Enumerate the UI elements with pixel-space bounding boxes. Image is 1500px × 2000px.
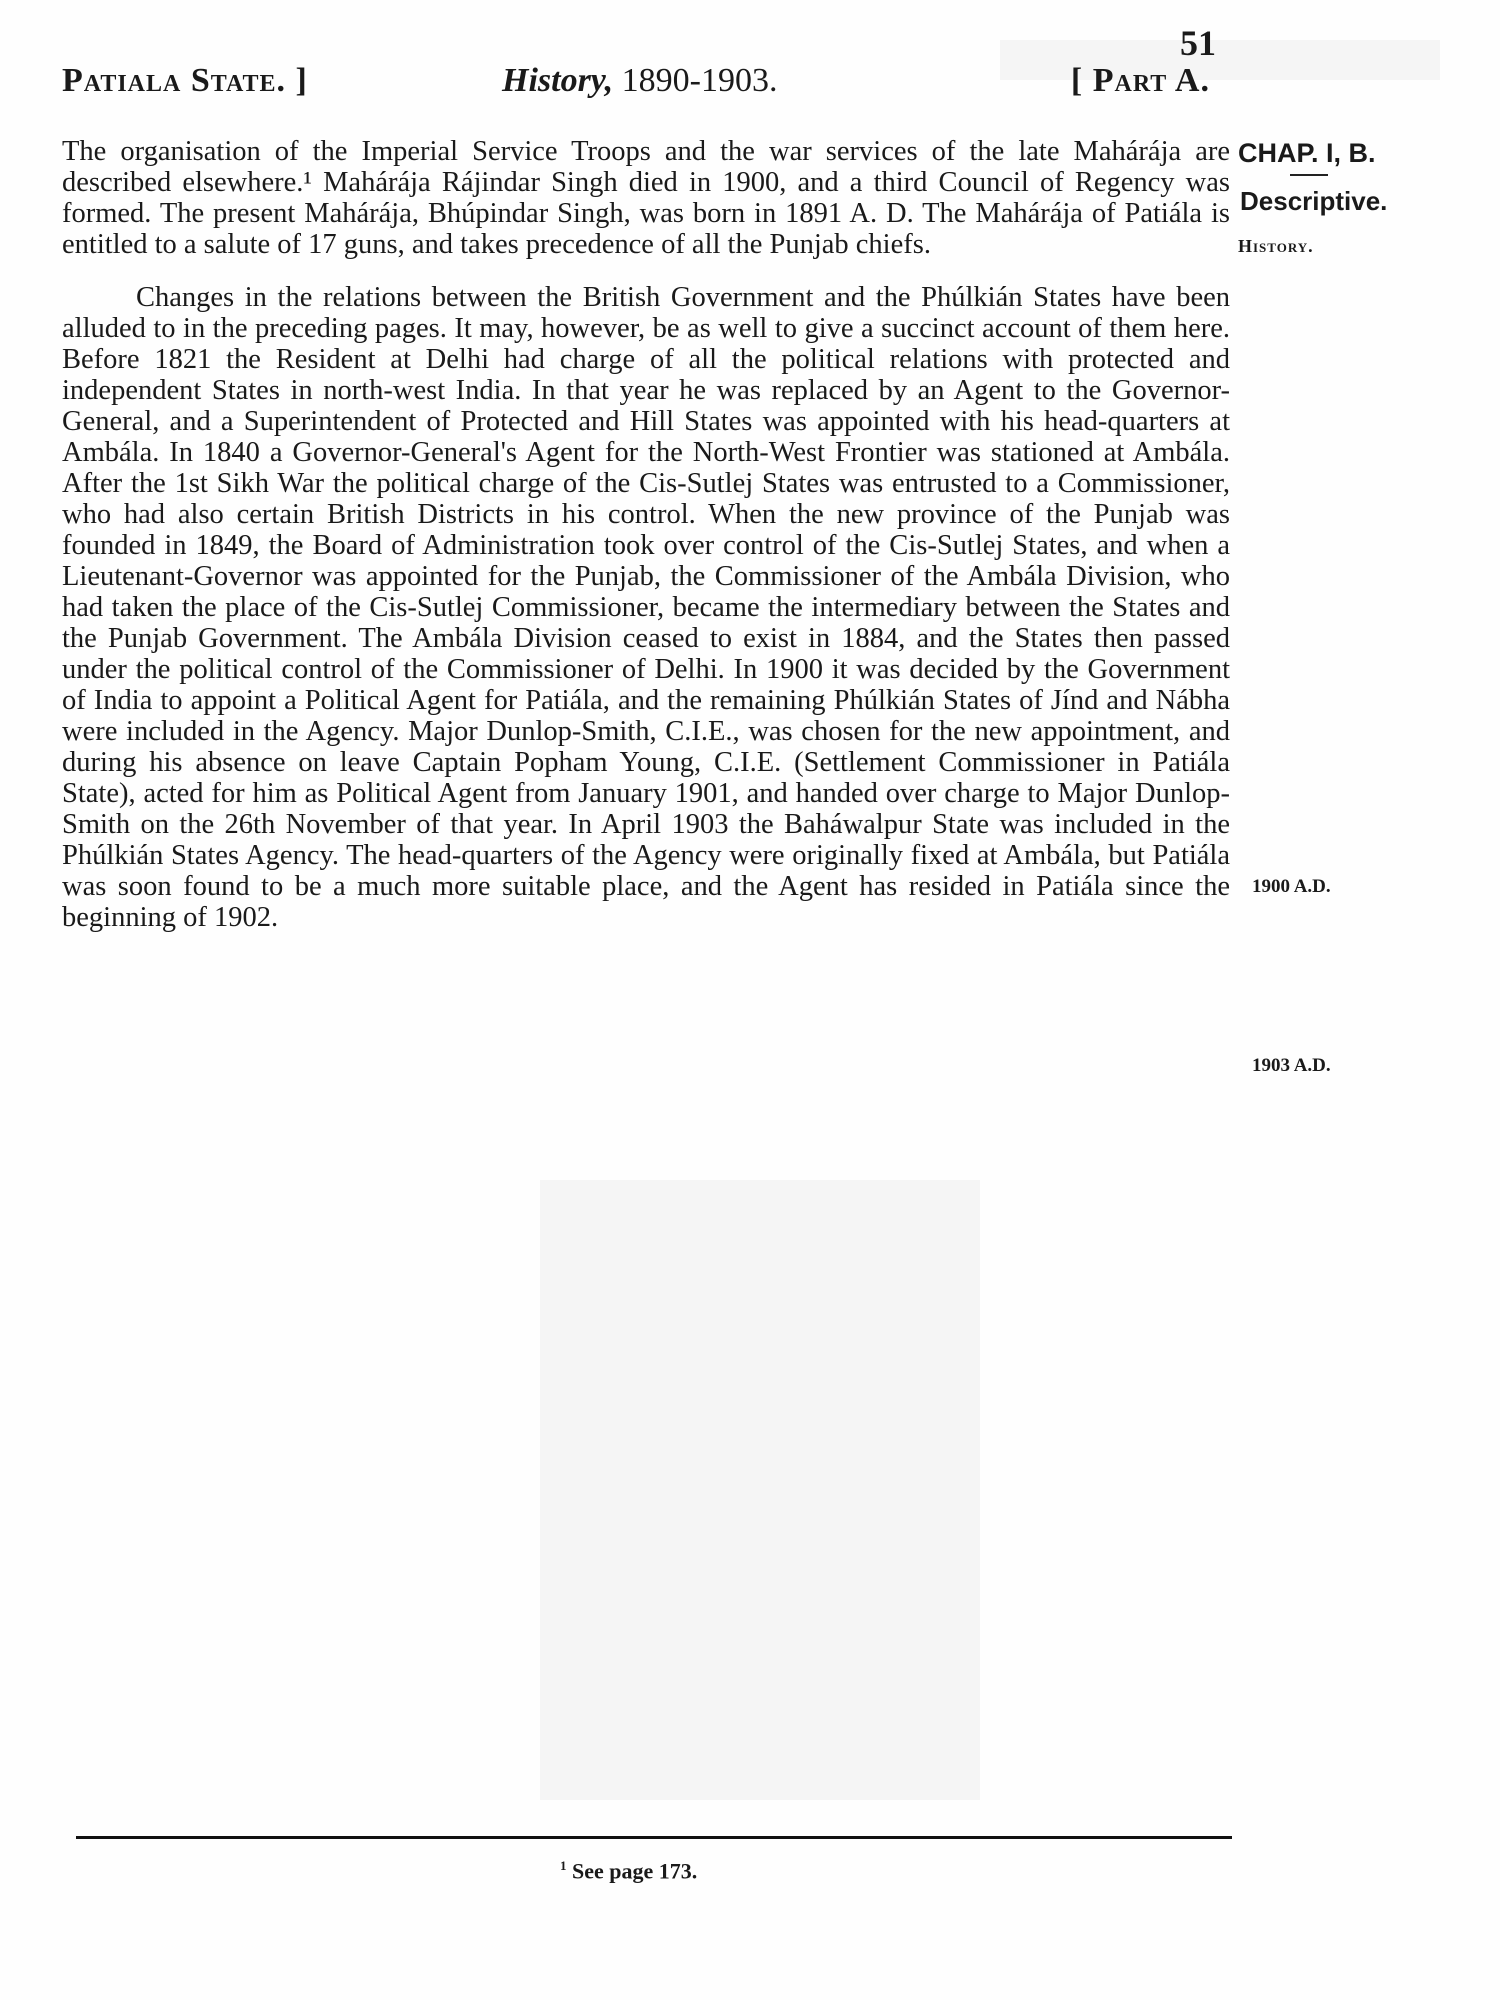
body-text	[62, 136, 1230, 933]
footnote-marker: 1	[560, 1858, 567, 1873]
running-header	[62, 62, 1210, 112]
footnote	[560, 1858, 697, 1884]
margin-chapter: CHAP. I, B.	[1238, 138, 1376, 168]
header-state: Patiala State. ]	[62, 62, 308, 99]
paragraph-1: The organisation of the Imperial Service Troops and the war services of the late Mahárája are described elsewhere.¹ Mahárája Rájindar Singh died in 1900, and a third Council of Regency was formed. The present Mahárája, Bhúpindar Singh, was born in 1891 A. D. The Mahárája of Patiála is entitled to a salute of 17 guns, and takes precedence of all the Punjab chiefs.	[62, 136, 1230, 260]
page-number: 51	[1180, 23, 1216, 63]
margin-note-1900: 1900 A.D.	[1252, 876, 1331, 897]
bleed-through-shade	[540, 1180, 980, 1800]
header-title	[502, 62, 777, 100]
header-title-years: 1890-1903.	[613, 62, 778, 99]
footnote-text: See page 173.	[566, 1858, 698, 1884]
header-title-italic: History,	[502, 62, 614, 99]
margin-subsection: History.	[1238, 236, 1314, 256]
margin-section: Descriptive.	[1240, 186, 1388, 216]
paragraph-2: Changes in the relations between the British Government and the Phúlkián States have been alluded to in the preceding pages. It may, however, be as well to give a succinct account of them here. Before 1821 the Resident at Delhi had charge of all the political relations with protected and independent States in north-west India. In that year he was replaced by an Agent to the Governor-General, and a Superintendent of Protected and Hill States was appointed with his head-quarters at Ambála. In 1840 a Governor-General's Agent for the North-West Frontier was stationed at Ambála. After the 1st Sikh War the political charge of the Cis-Sutlej States was entrusted to a Commissioner, who had also certain British Districts in his control. When the new province of the Punjab was founded in 1849, the Board of Administration took over control of the Cis-Sutlej States, and when a Lieutenant-Governor was appointed for the Punjab, the Commissioner of the Ambála Division, who had taken the place of the Cis-Sutlej Commissioner, became the intermediary between the States and the Punjab Government. The Ambála Division ceased to exist in 1884, and the States then passed under the political control of the Commissioner of Delhi. In 1900 it was decided by the Government of India to appoint a Political Agent for Patiála, and the remaining Phúlkián States of Jínd and Nábha were included in the Agency. Major Dunlop-Smith, C.I.E., was chosen for the new appointment, and during his absence on leave Captain Popham Young, C.I.E. (Settlement Commissioner in Patiála State), acted for him as Political Agent from January 1901, and handed over charge to Major Dunlop-Smith on the 26th November of that year. In April 1903 the Baháwalpur State was included in the Phúlkián States Agency. The head-quarters of the Agency were originally fixed at Ambála, but Patiála was soon found to be a much more suitable place, and the Agent has resided in Patiála since the beginning of 1902.	[62, 282, 1230, 933]
footnote-rule	[76, 1836, 1232, 1839]
margin-note-1903: 1903 A.D.	[1252, 1055, 1331, 1076]
margin-rule	[1290, 174, 1328, 176]
header-part: [ Part A.	[1070, 62, 1210, 99]
